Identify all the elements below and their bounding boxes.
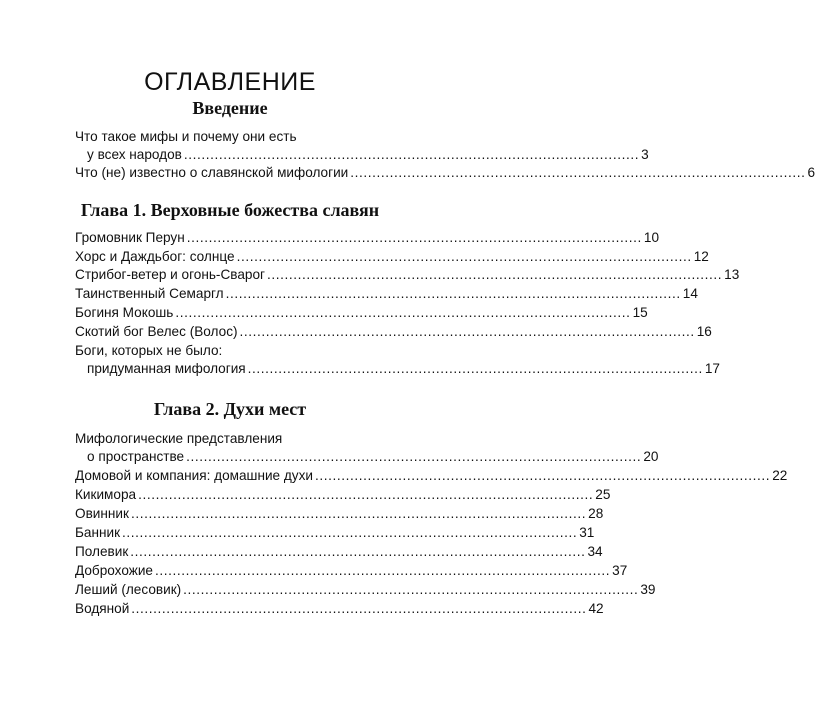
toc-page-number: 39 — [640, 582, 656, 597]
toc-page-number: 12 — [693, 248, 709, 264]
toc-page-number: 22 — [772, 468, 788, 483]
toc-entry-text: Громовник Перун — [75, 230, 185, 245]
dot-leader: ........................................................................................................ — [186, 449, 642, 464]
dot-leader: ........................................................................................................ — [131, 601, 587, 616]
toc-entry-text: Мифологические представления — [75, 431, 283, 446]
toc-page-number: 34 — [587, 544, 603, 559]
toc-entry[interactable] — [75, 342, 720, 378]
dot-leader: ........................................................................................................ — [225, 286, 681, 301]
toc-entry[interactable] — [75, 128, 649, 164]
toc-entry-text: Скотий бог Велес (Волос) — [75, 324, 238, 339]
dot-leader: ........................................................................................................ — [138, 487, 594, 502]
toc-entry-text: Богиня Мокошь — [75, 305, 174, 320]
toc-entry-text: Хорс и Даждьбог: солнце — [75, 248, 235, 264]
toc-entry-text: Домовой и компания: домашние духи — [75, 468, 313, 483]
dot-leader: ........................................................................................................ — [175, 305, 631, 320]
toc-page-number: 16 — [696, 324, 712, 339]
dot-leader: ........................................................................................................ — [236, 248, 692, 264]
toc-entry-text: Овинник — [75, 506, 129, 521]
toc-entry-text: Что (не) известно о славянской мифологии — [75, 165, 349, 180]
section-heading-chapter-2: Глава 2. Духи мест — [153, 399, 307, 419]
toc-entry-text: Боги, которых не было: — [75, 343, 223, 358]
dot-leader: ........................................................................................................ — [350, 165, 806, 180]
toc-entry-text: у всех народов — [87, 147, 182, 162]
dot-leader: ........................................................................................................ — [266, 267, 723, 282]
toc-page-number: 20 — [643, 449, 659, 464]
toc-entry[interactable] — [75, 524, 595, 542]
dot-leader: ........................................................................................................ — [183, 582, 639, 597]
toc-entry[interactable] — [75, 600, 604, 618]
toc-entry[interactable] — [75, 229, 660, 247]
toc-entry-text: о пространстве — [87, 449, 185, 464]
toc-entry-text: Леший (лесовик) — [75, 582, 182, 597]
toc-page-number: 10 — [643, 230, 660, 245]
toc-entry[interactable] — [75, 581, 656, 599]
toc-page-number: 17 — [704, 361, 720, 376]
toc-page-number: 31 — [579, 525, 595, 540]
dot-leader: ........................................................................................................ — [247, 361, 703, 376]
toc-entry-text: Банник — [75, 525, 121, 540]
dot-leader: ........................................................................................................ — [239, 324, 695, 339]
toc-entry-text: Доброхожие — [75, 563, 153, 578]
toc-entry[interactable] — [75, 304, 648, 322]
toc-page-number: 13 — [724, 267, 740, 282]
toc-entry-text: Стрибог-ветер и огонь-Сварог — [75, 267, 265, 282]
dot-leader: ........................................................................................................ — [183, 147, 640, 162]
toc-entry[interactable] — [75, 486, 611, 504]
toc-page-number: 37 — [612, 563, 628, 578]
toc-entry-text: Таинственный Семаргл — [75, 286, 224, 301]
toc-page-number: 42 — [588, 601, 604, 616]
page-title: ОГЛАВЛЕНИЕ — [144, 68, 316, 96]
toc-entry[interactable] — [75, 285, 698, 303]
toc-entry-text: Что такое мифы и почему они есть — [75, 129, 297, 144]
dot-leader: ........................................................................................................ — [186, 230, 642, 245]
toc-page-number: 15 — [632, 305, 648, 320]
toc-page-number: 25 — [595, 487, 611, 502]
toc-entry-text: придуманная мифология — [87, 361, 246, 376]
dot-leader: ........................................................................................................ — [122, 525, 578, 540]
toc-entry-text: Водяной — [75, 601, 130, 616]
section-heading-chapter-1: Глава 1. Верховные божества славян — [80, 200, 380, 220]
toc-entry[interactable] — [75, 164, 815, 182]
toc-entry[interactable] — [75, 467, 788, 485]
dot-leader: ........................................................................................................ — [130, 506, 587, 521]
toc-page-number: 6 — [807, 165, 815, 180]
toc-page-number: 14 — [682, 286, 698, 301]
toc-page-number: 3 — [641, 147, 649, 162]
section-heading-intro: Введение — [192, 98, 268, 118]
dot-leader: ........................................................................................................ — [130, 544, 586, 559]
toc-entry[interactable] — [75, 562, 628, 580]
toc-entry[interactable] — [75, 266, 740, 284]
toc-entry-text: Полевик — [75, 544, 129, 559]
toc-entry[interactable] — [75, 248, 709, 266]
dot-leader: ........................................................................................................ — [154, 563, 611, 578]
toc-entry-text: Кикимора — [75, 487, 137, 502]
dot-leader: ........................................................................................................ — [315, 468, 771, 483]
toc-entry[interactable] — [75, 323, 712, 341]
toc-page-number: 28 — [588, 506, 604, 521]
toc-entry[interactable] — [75, 430, 659, 466]
toc-entry[interactable] — [75, 505, 604, 523]
toc-entry[interactable] — [75, 543, 603, 561]
